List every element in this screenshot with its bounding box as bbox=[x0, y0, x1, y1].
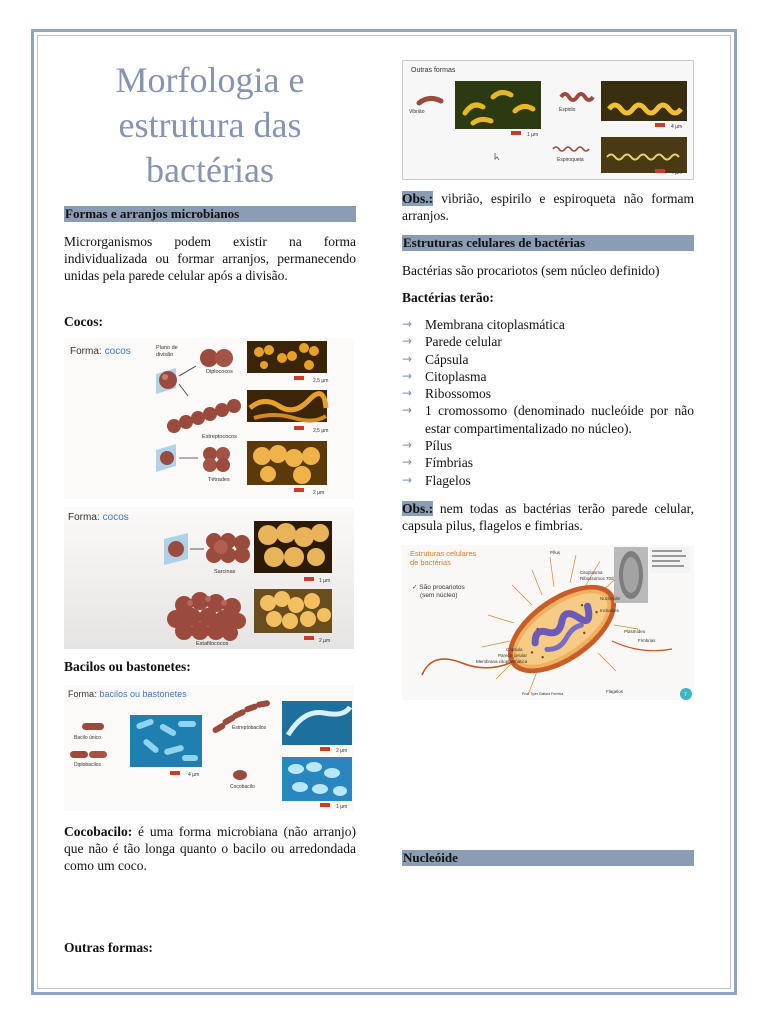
terao-label: Bactérias terão: bbox=[402, 290, 494, 305]
scale-2: 2,5 µm bbox=[313, 428, 329, 434]
outras-scale-2: 4 µm bbox=[671, 124, 683, 130]
figure-cocos-sarcinas bbox=[64, 507, 354, 649]
figure-estrutura-celular bbox=[402, 545, 694, 700]
bac-scale-1: 4 µm bbox=[188, 772, 200, 778]
arrow-icon: → bbox=[402, 403, 413, 418]
bacilos-label: Bacilos ou bastonetes: bbox=[64, 659, 191, 674]
bacilo-unico-label: Bacilo único bbox=[74, 735, 101, 741]
estrutura-fig-title-1: Estruturas celulares bbox=[410, 549, 477, 558]
estruturas-list bbox=[402, 316, 694, 489]
outras-fig-title: Outras formas bbox=[411, 67, 456, 74]
estrutura-item bbox=[402, 402, 694, 437]
label-nucleoide: Nucleoide bbox=[600, 596, 621, 601]
sarcinas-label: Sarcinas bbox=[214, 569, 236, 575]
figure-bacilos bbox=[64, 685, 354, 811]
forma2-prefix: Forma: bbox=[68, 512, 100, 523]
label-membrana: Membrana citoplasmática bbox=[476, 659, 528, 664]
plano-label-2: divisão bbox=[156, 352, 174, 358]
label-plasmideo: Plasmídeo bbox=[624, 629, 646, 634]
cocobacilo-paragraph bbox=[64, 823, 356, 874]
estrutura-item-text: Cápsula bbox=[425, 351, 469, 367]
figure-outras-formas bbox=[402, 60, 694, 180]
forma3-prefix: Forma: bbox=[68, 689, 97, 699]
arrow-icon: → bbox=[402, 368, 413, 383]
label-pilus: Pílus bbox=[550, 550, 561, 555]
svg-text:Forma:bacilos ou bastonetes bbox=[68, 689, 187, 699]
cocobacilo-definition: é uma forma microbiana (não arranjo) que não é tão longa quanto o bacilo ou arredondada como um coco. bbox=[64, 824, 356, 873]
outras-scale-1: 1 µm bbox=[527, 132, 539, 138]
estrutura-item bbox=[402, 351, 694, 368]
forma3-bacilos: bacilos ou bastonetes bbox=[99, 689, 187, 699]
diplobacilos-label: Diplobacilos bbox=[74, 762, 101, 768]
estrutura-item bbox=[402, 454, 694, 471]
estrutura-bullet-1: ✓ São procariotos bbox=[412, 584, 465, 591]
estrutura-item bbox=[402, 385, 694, 402]
obs2-text: nem todas as bactérias terão parede celular, capsula pilus, flagelos e fimbrias. bbox=[402, 501, 694, 533]
estrutura-item bbox=[402, 368, 694, 385]
diplococos-label: Diplococos bbox=[206, 369, 233, 375]
cocobacilo-term: Cocobacilo: bbox=[64, 824, 133, 839]
obs2-label: Obs.: bbox=[402, 501, 434, 516]
scale-3: 2 µm bbox=[313, 490, 325, 496]
estrutura-item-text: Ribossomos bbox=[425, 386, 492, 402]
estrutura-fig-title-2: de bactérias bbox=[410, 558, 451, 567]
forma-cocos: cocos bbox=[104, 346, 131, 357]
estrutura-item bbox=[402, 472, 694, 489]
arrow-icon: → bbox=[402, 386, 413, 401]
title-line-2: estrutura das bbox=[118, 105, 302, 145]
scale2-1: 1 µm bbox=[319, 578, 331, 584]
figure-credit: Prof. Tyler Gallard Ferreira bbox=[522, 692, 564, 696]
label-ribossomos: Ribossomos 70S bbox=[580, 576, 615, 581]
slide-page-number: 7 bbox=[684, 692, 687, 698]
cocobacilo-fig-label: Cocobacilo bbox=[230, 784, 255, 790]
arrow-icon: → bbox=[402, 472, 413, 487]
outras-formas-label: Outras formas: bbox=[64, 940, 153, 955]
estrutura-item bbox=[402, 333, 694, 350]
vibriao-label: Vibrião bbox=[409, 109, 425, 115]
outras-scale-3: 4 µm bbox=[671, 170, 683, 176]
obs1-paragraph bbox=[402, 190, 694, 224]
procariotos-text: Bactérias são procariotos (sem núcleo definido) bbox=[402, 263, 660, 278]
estafilococos-label: Estafilococos bbox=[196, 641, 229, 647]
scale-1: 2,5 µm bbox=[313, 378, 329, 384]
bac-scale-3: 1 µm bbox=[336, 804, 348, 810]
estrutura-item-text: Citoplasma bbox=[425, 368, 487, 384]
heading-nucleoide: Nucleóide bbox=[402, 850, 694, 866]
label-fimbrias: Fímbrias bbox=[638, 638, 656, 643]
intro-paragraph: Microrganismos podem existir na forma individualizada ou formar arranjos, permanecendo unidas pela parede celular após a divisão. bbox=[64, 234, 356, 283]
title-line-1: Morfologia e bbox=[115, 60, 305, 100]
estrutura-item-text: Membrana citoplasmática bbox=[425, 317, 565, 332]
bac-scale-2: 2 µm bbox=[336, 748, 348, 754]
forma2-cocos: cocos bbox=[102, 512, 129, 523]
espiroqueta-label: Espiroqueta bbox=[557, 157, 584, 163]
arrow-icon: → bbox=[402, 351, 413, 366]
estrutura-bullet-2: (sem núcleo) bbox=[420, 592, 458, 599]
estrutura-item bbox=[402, 316, 694, 333]
svg-text:Forma:cocos bbox=[70, 346, 131, 357]
document-title bbox=[64, 58, 356, 193]
cocos-label: Cocos: bbox=[64, 314, 103, 329]
obs1-text: vibrião, espirilo e espiroqueta não formam arranjos. bbox=[402, 191, 694, 223]
estrutura-item-text: Parede celular bbox=[425, 334, 502, 350]
title-line-3: bactérias bbox=[146, 150, 274, 190]
estrutura-item-text: 1 cromossomo (denominado nucleóide por não estar compartimentalizado no núcleo). bbox=[425, 403, 694, 436]
forma-prefix: Forma: bbox=[70, 346, 102, 357]
obs1-label: Obs.: bbox=[402, 191, 434, 206]
arrow-icon: → bbox=[402, 334, 413, 349]
estrutura-item-text: Flagelos bbox=[425, 472, 471, 488]
label-capsula: Cápsula bbox=[506, 647, 523, 652]
estrutura-item-text: Fímbrias bbox=[425, 455, 474, 471]
arrow-icon: → bbox=[402, 317, 413, 331]
label-inclusoes: Inclusões bbox=[600, 608, 620, 613]
obs2-paragraph bbox=[402, 500, 694, 534]
scale2-2: 2 µm bbox=[319, 638, 331, 644]
estreptobacilos-label: Estreptobacilos bbox=[232, 725, 267, 731]
plano-label-1: Plano de bbox=[156, 345, 178, 351]
label-flagelos: Flagelos bbox=[606, 689, 624, 694]
label-citoplasma: Citoplasma bbox=[580, 570, 603, 575]
label-parede: Parede celular bbox=[498, 653, 528, 658]
heading-estruturas: Estruturas celulares de bactérias bbox=[402, 235, 694, 251]
espirilo-label: Espirilo bbox=[559, 107, 576, 113]
figure-cocos-arranjos bbox=[64, 338, 354, 499]
estrutura-item bbox=[402, 437, 694, 454]
svg-text:Forma:cocos bbox=[68, 512, 129, 523]
arrow-icon: → bbox=[402, 438, 413, 453]
estreptococos-label: Estreptococos bbox=[202, 434, 237, 440]
arrow-icon: → bbox=[402, 455, 413, 470]
tetrades-label: Tétrades bbox=[208, 477, 230, 483]
heading-formas-arranjos: Formas e arranjos microbianos bbox=[64, 206, 356, 222]
estrutura-item-text: Pílus bbox=[425, 438, 453, 454]
